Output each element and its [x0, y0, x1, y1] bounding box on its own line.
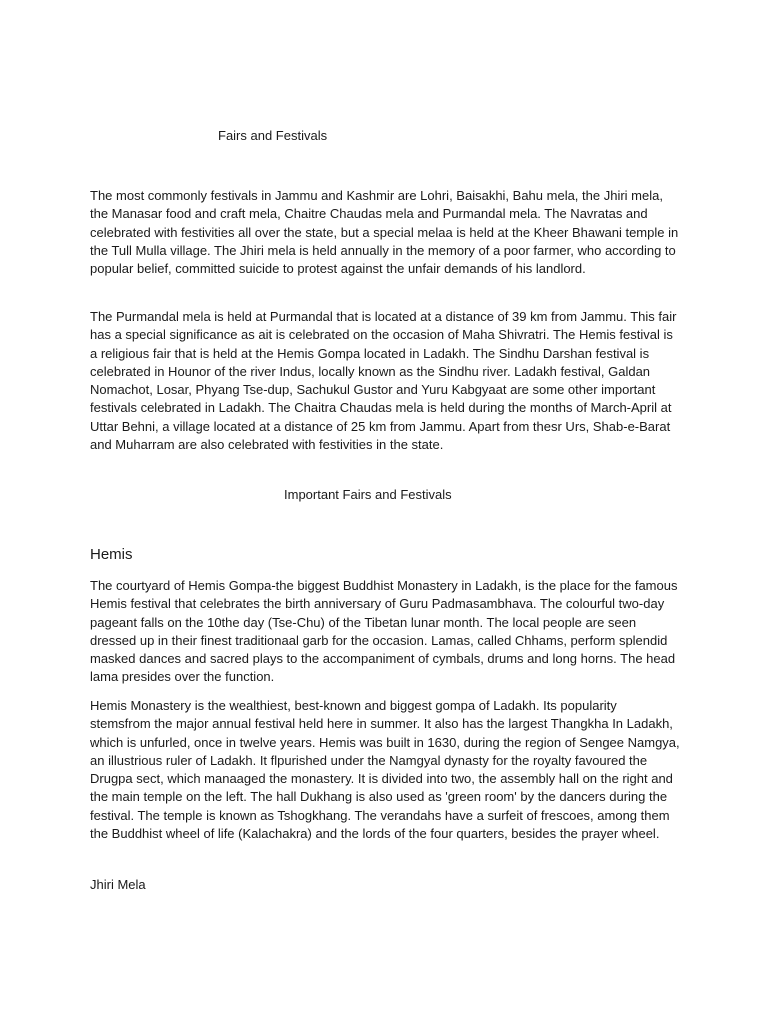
jhiri-mela-heading: Jhiri Mela [90, 877, 146, 892]
hemis-paragraph-1: The courtyard of Hemis Gompa-the biggest Buddhist Monastery in Ladakh, is the place for the famous Hemis festival that celebrates the birth anniversary of Guru Padmasambhava. The colourful two-day pageant falls on the 10the day (Tse-Chu) of the Tibetan lunar month. The local people are seen dressed up in their finest traditionaal garb for the occasion. Lamas, called Chhams, perform splendid masked dances and sacred plays to the accompaniment of cymbals, drums and long horns. The head lama presides over the function. [90, 578, 678, 685]
intro-paragraph-2: The Purmandal mela is held at Purmandal that is located at a distance of 39 km from Jammu. This fair has a special significance as ait is celebrated on the occasion of Maha Shivratri. The Hemis festival is a religious fair that is held at the Hemis Gompa located in Ladakh. The Sindhu Darshan festival is celebrated in Hounor of the river Indus, locally known as the Sindhu river. Ladakh festival, Galdan Nomachot, Losar, Phyang Tse-dup, Sachukul Gustor and Yuru Kabgyaat are some other important festivals celebrated in Ladakh. The Chaitra Chaudas mela is held during the months of March-April at Uttar Behni, a village located at a distance of 25 km from Jammu. Apart from thesr Urs, Shab-e-Barat and Muharram are also celebrated with festivities in the state. [90, 309, 677, 453]
hemis-paragraph-2: Hemis Monastery is the wealthiest, best-known and biggest gompa of Ladakh. Its popularity stemsfrom the major annual festival held here in summer. It also has the largest Thangkha In Ladakh, which is unfurled, once in twelve years. Hemis was built in 1630, during the region of Sengee Namgya, an illustrious ruler of Ladakh. It flpurished under the Namgyal dynasty for the royalty favoured the Drugpa sect, which manaaged the monastery. It is divided into two, the assembly hall on the right and the main temple on the left. The hall Dukhang is also used as 'green room' by the dancers during the festival. The temple is known as Tshogkhang. The verandahs have a surfeit of frescoes, among them the Buddhist wheel of life (Kalachakra) and the lords of the four quarters, besides the prayer wheel. [90, 698, 680, 842]
hemis-heading: Hemis [90, 546, 133, 563]
section-subtitle: Important Fairs and Festivals [284, 487, 452, 502]
intro-paragraph-1: The most commonly festivals in Jammu and Kashmir are Lohri, Baisakhi, Bahu mela, the Jhiri mela, the Manasar food and craft mela, Chaitre Chaudas mela and Purmandal mela. The Navratas and celebrated with festivities all over the state, but a special melaa is held at the Kheer Bhawani temple in the Tull Mulla village. The Jhiri mela is held annually in the memory of a poor farmer, who according to popular belief, committed suicide to protest against the unfair demands of his landlord. [90, 188, 679, 277]
document-title: Fairs and Festivals [218, 128, 328, 143]
